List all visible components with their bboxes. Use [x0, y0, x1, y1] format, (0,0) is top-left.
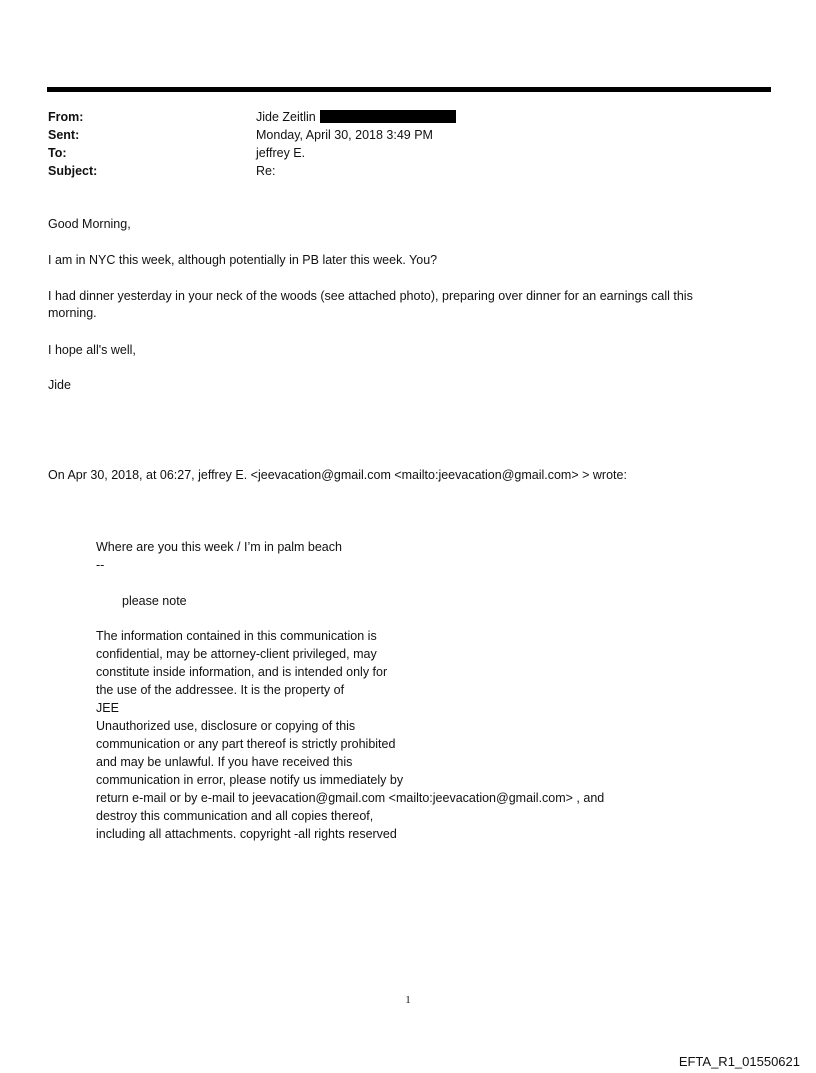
disclaimer-line: the use of the addressee. It is the property of — [96, 683, 345, 697]
header-divider — [47, 87, 771, 92]
disclaimer-line: confidential, may be attorney-client privileged, may — [96, 647, 377, 661]
disclaimer-line: communication or any part thereof is strictly prohibited — [96, 737, 396, 751]
please-note: please note — [122, 594, 187, 608]
sender-name: Jide Zeitlin — [256, 110, 316, 124]
disclaimer-line: constitute inside information, and is intended only for — [96, 665, 388, 679]
disclaimer-line: including all attachments. copyright -all rights reserved — [96, 827, 397, 841]
disclaimer-line: destroy this communication and all copies thereof, — [96, 809, 374, 823]
disclaimer-line: and may be unlawful. If you have received this — [96, 755, 353, 769]
sent-value: Monday, April 30, 2018 3:49 PM — [256, 128, 433, 142]
subject-value: Re: — [256, 164, 276, 178]
signature: Jide — [48, 378, 71, 392]
sent-label: Sent: — [48, 128, 80, 142]
from-label: From: — [48, 110, 84, 124]
redaction-bar — [320, 110, 456, 123]
sent-row — [48, 126, 748, 144]
bates-number: EFTA_R1_01550621 — [678, 1054, 800, 1069]
disclaimer-line: Unauthorized use, disclosure or copying of this — [96, 719, 356, 733]
disclaimer-line: return e-mail or by e-mail to jeevacation@gmail.com <mailto:jeevacation@gmail.com> , and — [96, 791, 605, 805]
to-label: To: — [48, 146, 67, 160]
from-value — [256, 108, 748, 126]
subject-label: Subject: — [48, 164, 98, 178]
email-header — [48, 108, 748, 180]
closing: I hope all's well, — [48, 343, 136, 357]
disclaimer-line: The information contained in this communication is — [96, 629, 377, 643]
quoted-line: Where are you this week / I’m in palm beach — [96, 540, 342, 554]
disclaimer — [96, 627, 696, 843]
to-value: jeffrey E. — [256, 146, 306, 160]
message-paragraph-1: I am in NYC this week, although potentially in PB later this week. You? — [48, 253, 438, 267]
quote-header: On Apr 30, 2018, at 06:27, jeffrey E. <jeevacation@gmail.com <mailto:jeevacation@gmail.com> > wrote: — [48, 468, 627, 482]
from-row — [48, 108, 748, 126]
to-row — [48, 144, 748, 162]
disclaimer-line: communication in error, please notify us immediately by — [96, 773, 404, 787]
message-paragraph-2-line-1: I had dinner yesterday in your neck of the woods (see attached photo), preparing over dinner for an earnings call this — [48, 289, 693, 303]
subject-row — [48, 162, 748, 180]
message-paragraph-2 — [48, 288, 768, 322]
greeting: Good Morning, — [48, 217, 131, 231]
message-paragraph-2-line-2: morning. — [48, 306, 97, 320]
page-number: 1 — [405, 994, 411, 1006]
disclaimer-line: JEE — [96, 701, 119, 715]
quoted-separator: -- — [96, 558, 105, 572]
